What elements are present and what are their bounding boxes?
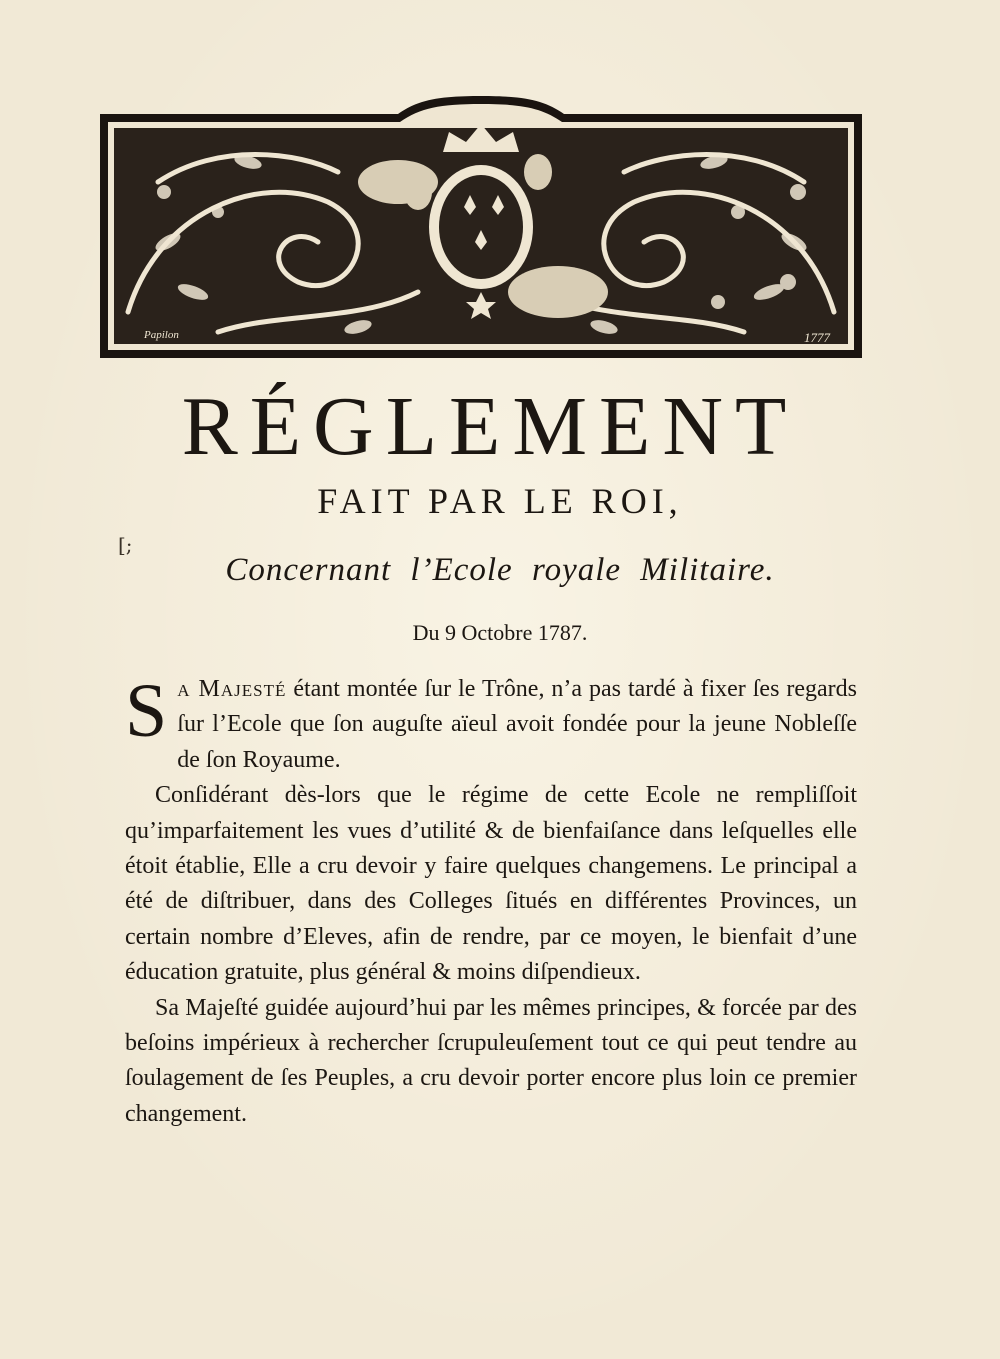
headpiece-year: 1777 (804, 330, 830, 345)
document-date: Du 9 Octobre 1787. (412, 620, 588, 645)
paragraph-1 (125, 669, 857, 778)
document-concerning-line: Concernant l’Ecole royale Militaire. (225, 552, 775, 588)
document-body (125, 669, 857, 1132)
paragraph-3: Sa Majeſté guidée aujourd’hui par les mêmes principes, & forcée par des beſoins impérieux à rechercher ſcrupuleuſement tout ce qui peut tendre au ſoulagement de ſes Peuples, a cru devoir porter encore plus loin ce premier changement. (125, 994, 857, 1127)
paragraph-1-text: étant montée ſur le Trône, n’a pas tardé à fixer ſes regards ſur l’Ecole que ſon auguſte aïeul avoit fondée pour la jeune Nobleſſe de ſon Royaume. (177, 676, 857, 773)
document-title: RÉGLEMENT (181, 380, 799, 473)
paragraph-1-smallcaps: a Majesté (177, 676, 287, 702)
drop-cap: S (125, 669, 168, 753)
paragraph-2: Conſidérant dès-lors que le régime de cette Ecole ne rempliſſoit qu’imparfaitement les vues d’utilité & de bienfaiſance dans leſquelles elle étoit établie, Elle a cru devoir y faire quelques changemens. Le principal a été de diſtribuer, dans des Colleges ſitués en différentes Provinces, un certain nombre d’Eleves, afin de rendre, par ce moyen, le bienfait d’une éducation gratuite, plus général & moins diſpendieux. (125, 782, 857, 986)
document-subtitle: FAIT PAR LE ROI, (317, 481, 683, 521)
engraved-headpiece (98, 92, 864, 362)
margin-mark: [; (118, 533, 133, 557)
engraver-signature: Papilon (144, 329, 179, 341)
